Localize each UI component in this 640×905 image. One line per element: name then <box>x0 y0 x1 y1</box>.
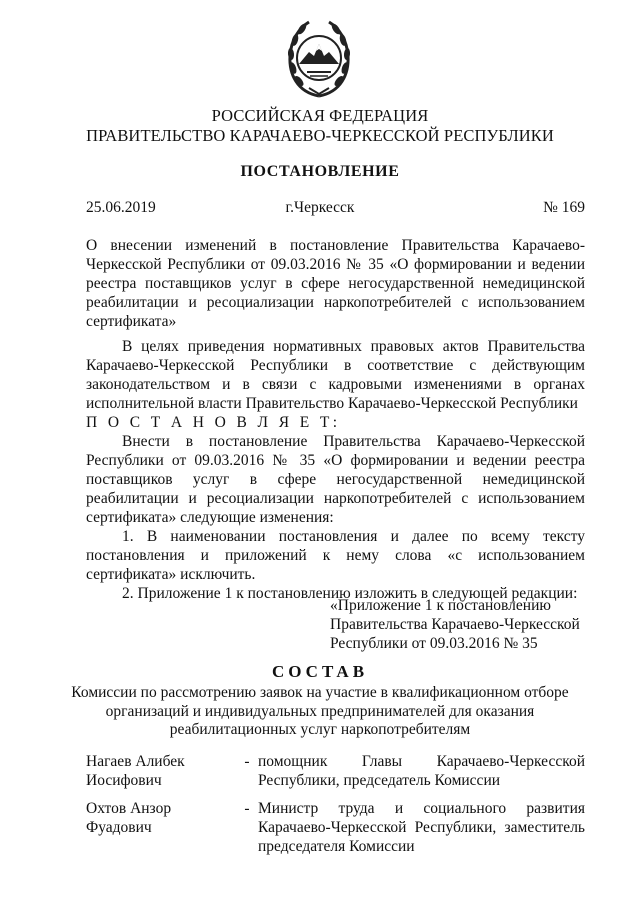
composition-subtitle <box>0 684 640 740</box>
coat-of-arms-emblem <box>285 18 353 100</box>
member-name <box>86 799 236 837</box>
appendix-line-2: Правительства Карачаево-Черкесской <box>330 616 580 633</box>
composition-title: СОСТАВ <box>271 662 369 681</box>
document-subject: О внесении изменений в постановление Правительства Карачаево-Черкесской Республики от 09.03.2016 № 35 «О формировании и ведении реестра поставщиков услуг в сфере негосударственной немедицинской реабилитации и ресоциализации наркопотребителей с использованием сертификата» <box>86 237 585 330</box>
document-type-title: ПОСТАНОВЛЕНИЕ <box>240 163 400 180</box>
amendment-paragraph: Внести в постановление Правительства Карачаево-Черкесской Республики от 09.03.2016 № 35 «О формировании и ведении реестра поставщиков услуг в сфере негосударственной немедицинской реабилитации и ресоциализации наркопотребителей с использованием сертификата» следующие изменения: <box>86 433 585 526</box>
preamble-paragraph: В целях приведения нормативных правовых актов Правительства Карачаево-Черкесской Республики в соответствие с действующим законодательством и в связи с кадровыми изменениями в органах исполнительной власти Правительство Карачаево-Черкесской Республики <box>86 338 585 412</box>
member-surname-given: Охтов Анзор <box>86 800 172 817</box>
document-date: 25.06.2019 <box>86 199 156 216</box>
header-country: РОССИЙСКАЯ ФЕДЕРАЦИЯ <box>211 106 429 125</box>
member-role: Министр труда и социального развития Карачаево-Черкесской Республики, заместитель председателя Комиссии <box>258 800 585 855</box>
member-patronymic: Иосифович <box>86 772 162 789</box>
coat-of-arms-icon <box>285 18 353 100</box>
member-patronymic: Фуадович <box>86 819 152 836</box>
member-surname-given: Нагаев Алибек <box>86 753 185 770</box>
amendment-item-2: 2. Приложение 1 к постановлению изложить в следующей редакции: <box>122 585 578 602</box>
member-dash: - <box>244 800 250 817</box>
header-government: ПРАВИТЕЛЬСТВО КАРАЧАЕВО-ЧЕРКЕССКОЙ РЕСПУБЛИКИ <box>86 126 554 145</box>
member-role: помощник Главы Карачаево-Черкесской Республики, председатель Комиссии <box>258 753 585 789</box>
decree-word: П О С Т А Н О В Л Я Е Т: <box>86 414 341 431</box>
document-city: г.Черкесск <box>285 199 355 216</box>
member-dash: - <box>244 753 250 770</box>
appendix-line-3: Республики от 09.03.2016 № 35 <box>330 635 538 652</box>
composition-subtitle-line-1: Комиссии по рассмотрению заявок на участие в квалификационном отборе <box>71 684 569 701</box>
member-name <box>86 752 236 790</box>
document-number: № 169 <box>543 199 585 216</box>
composition-subtitle-line-2: организаций и индивидуальных предпринимателей для оказания <box>105 702 535 720</box>
appendix-reference <box>330 596 590 653</box>
composition-subtitle-line-3: реабилитационных услуг наркопотребителям <box>169 721 471 738</box>
appendix-line-1: «Приложение 1 к постановлению <box>330 597 551 614</box>
amendment-item-1: 1. В наименовании постановления и далее по всему тексту постановления и приложений к нему слова «с использованием сертификата» исключить. <box>86 528 585 583</box>
document-body <box>86 337 585 603</box>
